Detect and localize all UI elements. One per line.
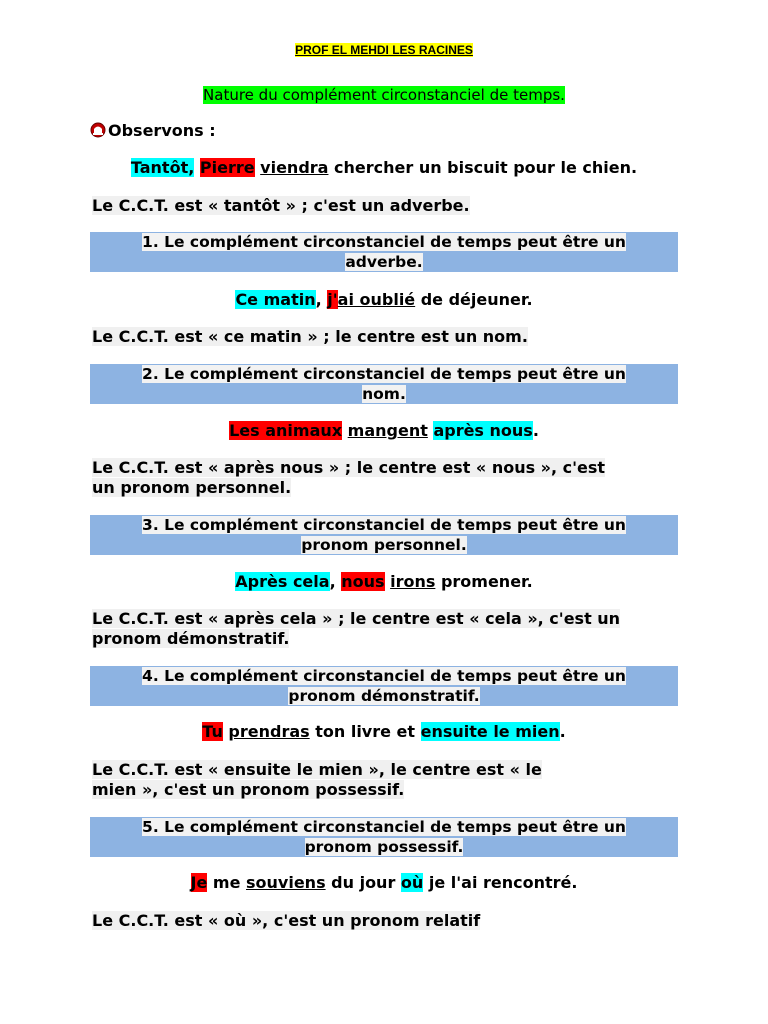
cct-highlight: ensuite le mien xyxy=(420,722,560,741)
sentence-rest: me xyxy=(207,873,246,892)
sentence-rest: de déjeuner. xyxy=(415,290,533,309)
comment-text: Le C.C.T. est « après nous » ; le centre est « nous », c'est xyxy=(92,458,606,477)
observe-heading xyxy=(90,121,216,140)
cct-highlight: Après cela xyxy=(235,572,330,591)
verb-underline: prendras xyxy=(228,722,310,741)
subject-highlight: Je xyxy=(190,873,208,892)
rule-box-3 xyxy=(90,515,678,555)
sentence-rest: ton livre et xyxy=(309,722,421,741)
subject-highlight: Tu xyxy=(202,722,223,741)
comment-3-line-1 xyxy=(92,458,605,477)
cct-highlight: Ce matin xyxy=(235,290,316,309)
comment-4-line-2 xyxy=(92,629,289,648)
example-sentence-3 xyxy=(0,421,768,440)
subject-highlight: Pierre xyxy=(199,158,255,177)
rule-line-2: pronom personnel. xyxy=(301,536,467,554)
rule-line-1: 4. Le complément circonstanciel de temps peut être un xyxy=(142,667,626,685)
rule-line-1: 3. Le complément circonstanciel de temps peut être un xyxy=(142,516,626,534)
comment-text: Le C.C.T. est « ensuite le mien », le centre est « le xyxy=(92,760,542,779)
comment-text: mien », c'est un pronom possessif. xyxy=(92,780,405,799)
header-text: PROF EL MEHDI LES RACINES xyxy=(295,43,473,57)
rule-line-2: adverbe. xyxy=(345,253,423,271)
subject-highlight: nous xyxy=(341,572,385,591)
comment-text: Le C.C.T. est « après cela » ; le centre est « cela », c'est un xyxy=(92,609,621,628)
rule-line-1: 5. Le complément circonstanciel de temps peut être un xyxy=(142,818,626,836)
observe-label: Observons : xyxy=(108,121,216,140)
sentence-sep: , xyxy=(315,290,328,309)
title-text: Nature du complément circonstanciel de temps. xyxy=(203,86,565,104)
subject-highlight: Les animaux xyxy=(229,421,343,440)
comment-3-line-2 xyxy=(92,478,291,497)
comment-text: pronom démonstratif. xyxy=(92,629,290,648)
bell-warning-icon xyxy=(90,122,106,138)
example-sentence-1 xyxy=(0,158,768,177)
comment-text: Le C.C.T. est « où », c'est un pronom relatif xyxy=(92,911,481,930)
cct-highlight: après nous xyxy=(433,421,533,440)
page-title xyxy=(0,86,768,104)
comment-4-line-1 xyxy=(92,609,620,628)
sentence-sep: , xyxy=(329,572,342,591)
comment-text: un pronom personnel. xyxy=(92,478,292,497)
comment-1 xyxy=(92,196,470,215)
rule-box-1 xyxy=(90,232,678,272)
rule-line-2: nom. xyxy=(362,385,406,403)
sentence-rest: je l'ai rencontré. xyxy=(423,873,578,892)
example-sentence-6 xyxy=(0,873,768,892)
verb-underline: souviens xyxy=(246,873,326,892)
rule-box-2 xyxy=(90,364,678,404)
comment-6 xyxy=(92,911,480,930)
verb-underline: viendra xyxy=(260,158,329,177)
rule-line-2: pronom démonstratif. xyxy=(288,687,480,705)
comment-2 xyxy=(92,327,528,346)
page-header xyxy=(0,43,768,57)
rule-line-1: 1. Le complément circonstanciel de temps peut être un xyxy=(142,233,626,251)
verb-underline: mangent xyxy=(347,421,428,440)
cct-highlight: où xyxy=(400,873,424,892)
cct-highlight: Tantôt, xyxy=(130,158,195,177)
example-sentence-2 xyxy=(0,290,768,309)
rule-line-1: 2. Le complément circonstanciel de temps peut être un xyxy=(142,365,626,383)
comment-text: Le C.C.T. est « ce matin » ; le centre est un nom. xyxy=(92,327,528,346)
verb-underline: ai oublié xyxy=(337,290,416,309)
sentence-rest: chercher un biscuit pour le chien. xyxy=(328,158,638,177)
sentence-rest: du jour xyxy=(325,873,401,892)
rule-line-2: pronom possessif. xyxy=(304,838,464,856)
comment-5-line-1 xyxy=(92,760,542,779)
sentence-rest: . xyxy=(559,722,566,741)
sentence-rest: promener. xyxy=(435,572,533,591)
rule-box-5 xyxy=(90,817,678,857)
comment-5-line-2 xyxy=(92,780,404,799)
sentence-rest: . xyxy=(532,421,539,440)
comment-text: Le C.C.T. est « tantôt » ; c'est un adverbe. xyxy=(92,196,470,215)
rule-box-4 xyxy=(90,666,678,706)
example-sentence-4 xyxy=(0,572,768,591)
subject-highlight: j' xyxy=(327,290,338,309)
example-sentence-5 xyxy=(0,722,768,741)
verb-underline: irons xyxy=(390,572,436,591)
